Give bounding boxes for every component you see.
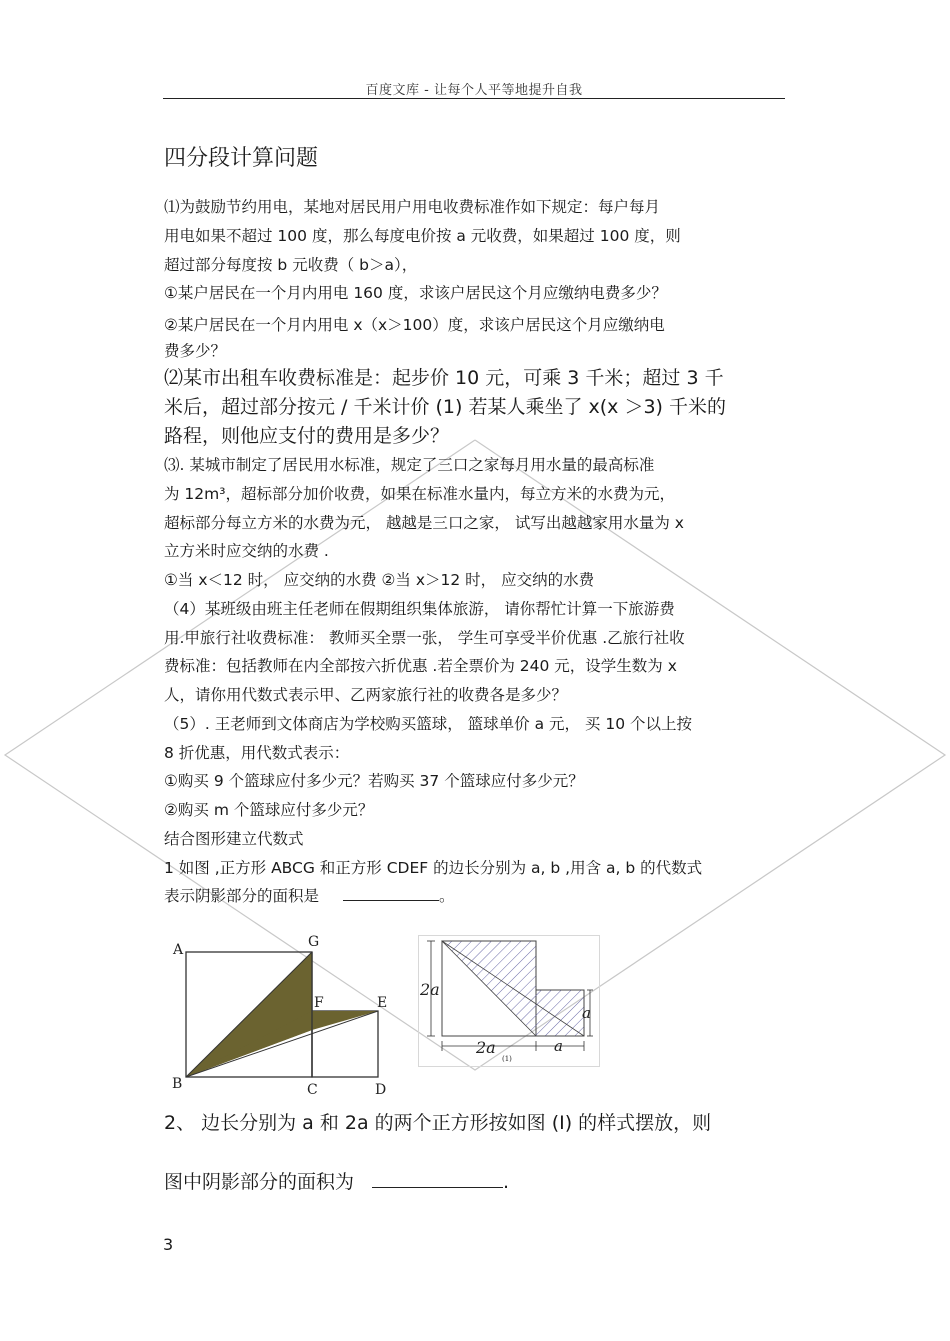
question-1-line-1: 1 如图 ,正方形 ABCG 和正方形 CDEF 的边长分别为 a, b ,用含 a, b 的代数式	[164, 859, 703, 877]
page-header: 百度文库 - 让每个人平等地提升自我	[365, 83, 583, 98]
problem-1-line-1: ⑴为鼓励节约用电，某地对居民用户用电收费标准作如下规定：每户每月	[164, 198, 661, 216]
problem-4-line-1: （4）某班级由班主任老师在假期组织集体旅游， 请你帮忙计算一下旅游费	[164, 600, 675, 618]
figure-squares-2a-a	[418, 935, 600, 1067]
problem-3-line-5: ①当 x＜12 时， 应交纳的水费 ②当 x＞12 时， 应交纳的水费	[164, 571, 595, 589]
problem-5-line-3: ①购买 9 个篮球应付多少元？若购买 37 个篮球应付多少元？	[164, 772, 584, 790]
problem-3-line-1: ⑶. 某城市制定了居民用水标准，规定了三口之家每月用水量的最高标准	[164, 456, 655, 474]
label-b: B	[172, 1076, 183, 1092]
answer-blank-1	[343, 886, 439, 901]
question-2-end: .	[503, 1171, 510, 1193]
page-title: 四分段计算问题	[164, 146, 319, 171]
problem-3-line-3: 超标部分每立方米的水费为元， 越越是三口之家， 试写出越越家用水量为 x	[164, 514, 684, 532]
figure-caption: (1)	[502, 1055, 512, 1063]
problem-4-line-3: 费标准：包括教师在内全部按六折优惠 .若全票价为 240 元，设学生数为 x	[164, 657, 677, 675]
label-f: F	[314, 995, 324, 1011]
question-2-line-2	[164, 1169, 509, 1192]
label-bottom-a: a	[554, 1037, 563, 1055]
label-side-2a: 2a	[420, 980, 440, 999]
label-d: D	[375, 1082, 387, 1098]
problem-2-line-2: 米后，超过部分按元 / 千米计价 (1) 若某人乘坐了 x(x ＞3) 千米的	[164, 396, 726, 418]
label-g: G	[308, 934, 320, 950]
problem-5-line-4: ②购买 m 个篮球应付多少元？	[164, 801, 374, 819]
problem-2-line-1: ⑵某市出租车收费标准是：起步价 10 元，可乘 3 千米；超过 3 千	[164, 367, 724, 389]
problem-4-line-4: 人，请你用代数式表示甲、乙两家旅行社的收费各是多少？	[164, 686, 568, 704]
header-divider	[163, 98, 785, 99]
problem-3-line-4: 立方米时应交纳的水费 .	[164, 542, 329, 560]
question-1-line-2	[164, 886, 455, 906]
answer-blank-2	[372, 1169, 503, 1188]
question-2-line-1: 2、 边长分别为 a 和 2a 的两个正方形按如图 (I) 的样式摆放，则	[164, 1112, 712, 1134]
section-title: 结合图形建立代数式	[164, 830, 304, 848]
problem-1-line-3: 超过部分每度按 b 元收费（ b＞a），	[164, 256, 418, 274]
label-bottom-2a: 2a	[476, 1038, 496, 1057]
question-2-text: 图中阴影部分的面积为	[164, 1171, 355, 1193]
label-e: E	[377, 995, 388, 1011]
problem-1-line-4: ①某户居民在一个月内用电 160 度，求该户居民这个月应缴纳电费多少？	[164, 284, 667, 302]
label-c: C	[307, 1082, 318, 1098]
problem-4-line-2: 用.甲旅行社收费标准： 教师买全票一张， 学生可享受半价优惠 .乙旅行社收	[164, 629, 685, 647]
label-side-a: a	[582, 1004, 591, 1022]
problem-1-line-2: 用电如果不超过 100 度，那么每度电价按 a 元收费，如果超过 100 度，则	[164, 227, 681, 245]
question-1-text: 表示阴影部分的面积是	[164, 887, 320, 905]
question-1-end: 。	[439, 887, 455, 905]
problem-3-line-2: 为 12m³，超标部分加价收费，如果在标准水量内，每立方米的水费为元，	[164, 485, 675, 503]
problem-5-line-1: （5）. 王老师到文体商店为学校购买篮球， 篮球单价 a 元， 买 10 个以上按	[164, 715, 693, 733]
figure-squares-abcg-cdef	[168, 928, 390, 1100]
problem-1-line-6: 费多少？	[164, 342, 227, 360]
page-number: 3	[163, 1235, 174, 1254]
problem-1-line-5: ②某户居民在一个月内用电 x（x＞100）度，求该户居民这个月应缴纳电	[164, 316, 665, 334]
problem-2-line-3: 路程，则他应支付的费用是多少？	[164, 425, 450, 447]
problem-5-line-2: 8 折优惠，用代数式表示：	[164, 744, 350, 762]
label-a: A	[173, 942, 184, 958]
